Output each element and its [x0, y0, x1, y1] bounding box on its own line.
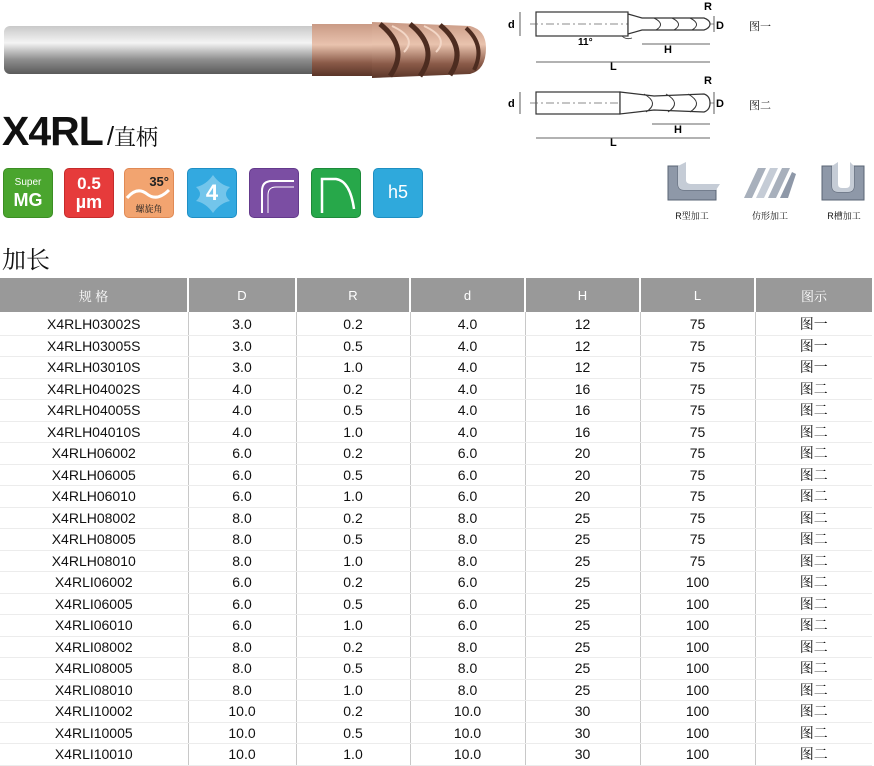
cell-spec: X4RLH03002S: [0, 312, 188, 335]
tolerance-badge: [64, 168, 114, 218]
machining-profile-label: 仿形加工: [751, 211, 788, 221]
fig2-label: 图二: [749, 100, 771, 112]
cell-figure: 图一: [755, 357, 872, 379]
header-L: L: [640, 278, 755, 312]
cell-d: 6.0: [410, 572, 525, 594]
cell-L: 75: [640, 550, 755, 572]
table-row: [0, 378, 872, 400]
cell-L: 100: [640, 572, 755, 594]
cell-figure: 图二: [755, 701, 872, 723]
cell-spec: X4RLI08002: [0, 636, 188, 658]
cell-D: 10.0: [188, 744, 296, 766]
machining-r-groove: [816, 160, 872, 222]
drawing-fig1: [504, 0, 726, 72]
cell-H: 20: [525, 443, 640, 465]
cell-figure: 图二: [755, 550, 872, 572]
table-body: [0, 312, 872, 765]
cell-D: 4.0: [188, 378, 296, 400]
cell-L: 100: [640, 615, 755, 637]
fig1-L-label: L: [610, 61, 617, 72]
drawing-fig2: [504, 74, 726, 150]
cell-D: 8.0: [188, 658, 296, 680]
cell-figure: 图二: [755, 722, 872, 744]
cell-d: 4.0: [410, 335, 525, 357]
cell-R: 0.5: [296, 593, 410, 615]
cell-H: 30: [525, 701, 640, 723]
cell-H: 20: [525, 464, 640, 486]
cell-spec: X4RLI10005: [0, 722, 188, 744]
cell-D: 4.0: [188, 400, 296, 422]
helix-angle-label: 螺旋角: [135, 204, 163, 214]
cell-D: 6.0: [188, 464, 296, 486]
table-row: [0, 722, 872, 744]
cell-H: 25: [525, 550, 640, 572]
profile-shape-icon: [312, 169, 361, 218]
cell-H: 25: [525, 679, 640, 701]
cell-spec: X4RLI10002: [0, 701, 188, 723]
cell-H: 20: [525, 486, 640, 508]
cell-spec: X4RLH06005: [0, 464, 188, 486]
cell-L: 100: [640, 593, 755, 615]
cell-D: 8.0: [188, 679, 296, 701]
cell-H: 16: [525, 421, 640, 443]
fig1-D-label: D: [716, 20, 724, 32]
table-row: [0, 443, 872, 465]
cell-H: 25: [525, 529, 640, 551]
cell-figure: 图二: [755, 572, 872, 594]
cell-R: 0.5: [296, 335, 410, 357]
cell-d: 4.0: [410, 421, 525, 443]
cell-spec: X4RLH06002: [0, 443, 188, 465]
cell-d: 6.0: [410, 486, 525, 508]
table-row: [0, 615, 872, 637]
cell-d: 10.0: [410, 744, 525, 766]
cell-spec: X4RLH06010: [0, 486, 188, 508]
shank-type: 直柄: [114, 125, 159, 150]
cell-spec: X4RLH03005S: [0, 335, 188, 357]
table-row: [0, 335, 872, 357]
cell-L: 100: [640, 636, 755, 658]
table-row: [0, 550, 872, 572]
cell-L: 75: [640, 507, 755, 529]
machining-r-type-label: R型加工: [675, 211, 709, 221]
cell-L: 75: [640, 400, 755, 422]
cell-R: 1.0: [296, 744, 410, 766]
cell-spec: X4RLH04010S: [0, 421, 188, 443]
flute-count: 4: [205, 180, 219, 205]
cell-R: 0.2: [296, 701, 410, 723]
profile-shape-badge: [311, 168, 361, 218]
cell-R: 0.5: [296, 464, 410, 486]
cell-spec: X4RLH08010: [0, 550, 188, 572]
cell-D: 8.0: [188, 529, 296, 551]
cell-figure: 图二: [755, 421, 872, 443]
cell-d: 10.0: [410, 722, 525, 744]
cell-H: 12: [525, 335, 640, 357]
cell-d: 10.0: [410, 701, 525, 723]
cell-L: 75: [640, 443, 755, 465]
cell-R: 0.2: [296, 636, 410, 658]
fig1-label: 图一: [749, 21, 771, 33]
cell-L: 75: [640, 529, 755, 551]
cell-D: 8.0: [188, 550, 296, 572]
cell-d: 8.0: [410, 507, 525, 529]
cell-H: 25: [525, 615, 640, 637]
cell-L: 100: [640, 744, 755, 766]
cell-R: 1.0: [296, 679, 410, 701]
fig2-d-label: d: [508, 98, 515, 110]
cell-H: 25: [525, 593, 640, 615]
cell-L: 75: [640, 357, 755, 379]
cell-d: 4.0: [410, 378, 525, 400]
header-spec: 规 格: [0, 278, 188, 312]
cell-spec: X4RLH04005S: [0, 400, 188, 422]
title-slash: /: [106, 121, 115, 151]
cell-figure: 图二: [755, 378, 872, 400]
cell-R: 0.2: [296, 507, 410, 529]
header-H: H: [525, 278, 640, 312]
cell-figure: 图二: [755, 636, 872, 658]
table-row: [0, 400, 872, 422]
tolerance-value: 0.5: [77, 174, 101, 193]
cell-H: 25: [525, 636, 640, 658]
corner-radius-icon: [250, 169, 299, 218]
fig1-R-label: R: [704, 1, 712, 13]
cell-L: 75: [640, 486, 755, 508]
table-row: [0, 679, 872, 701]
fig1-angle-label: 11°: [578, 37, 593, 48]
cell-spec: X4RLH03010S: [0, 357, 188, 379]
cell-spec: X4RLH04002S: [0, 378, 188, 400]
cell-d: 6.0: [410, 615, 525, 637]
machining-profile: [742, 160, 798, 222]
cell-d: 8.0: [410, 658, 525, 680]
r-type-machining-icon: [664, 160, 720, 202]
cell-R: 1.0: [296, 550, 410, 572]
cell-R: 1.0: [296, 357, 410, 379]
cell-H: 25: [525, 572, 640, 594]
cell-L: 75: [640, 335, 755, 357]
cell-figure: 图一: [755, 335, 872, 357]
table-header-row: [0, 278, 872, 312]
table-row: [0, 486, 872, 508]
cell-R: 0.2: [296, 572, 410, 594]
fig1-H-label: H: [664, 44, 672, 56]
cell-H: 16: [525, 400, 640, 422]
section-title: 加长: [2, 247, 50, 274]
cell-figure: 图二: [755, 486, 872, 508]
fig1-d-label: d: [508, 19, 515, 31]
table-row: [0, 636, 872, 658]
cell-figure: 图二: [755, 658, 872, 680]
cell-figure: 图二: [755, 464, 872, 486]
cell-d: 6.0: [410, 593, 525, 615]
cell-D: 6.0: [188, 572, 296, 594]
cell-H: 16: [525, 378, 640, 400]
helix-angle-badge: [124, 168, 174, 218]
table-row: [0, 464, 872, 486]
cell-d: 8.0: [410, 636, 525, 658]
product-title: [2, 108, 158, 160]
cell-D: 8.0: [188, 636, 296, 658]
cell-L: 75: [640, 378, 755, 400]
coating-line2: MG: [13, 190, 43, 210]
cell-spec: X4RLH08002: [0, 507, 188, 529]
cell-d: 6.0: [410, 443, 525, 465]
fig2-D-label: D: [716, 98, 724, 110]
cell-R: 1.0: [296, 486, 410, 508]
table-row: [0, 593, 872, 615]
cell-spec: X4RLH08005: [0, 529, 188, 551]
cell-L: 100: [640, 722, 755, 744]
cell-H: 12: [525, 357, 640, 379]
cell-d: 4.0: [410, 357, 525, 379]
cell-L: 100: [640, 679, 755, 701]
cell-spec: X4RLI08010: [0, 679, 188, 701]
machining-r-groove-label: R槽加工: [827, 211, 861, 221]
cell-d: 4.0: [410, 400, 525, 422]
cell-d: 4.0: [410, 312, 525, 335]
cell-D: 6.0: [188, 443, 296, 465]
cell-d: 8.0: [410, 529, 525, 551]
table-row: [0, 701, 872, 723]
shank-tolerance-label: h5: [387, 182, 409, 202]
cell-spec: X4RLI10010: [0, 744, 188, 766]
cell-d: 6.0: [410, 464, 525, 486]
end-mill-photo: [0, 8, 490, 90]
cell-d: 8.0: [410, 550, 525, 572]
cell-D: 6.0: [188, 486, 296, 508]
cell-R: 0.5: [296, 722, 410, 744]
cell-D: 10.0: [188, 701, 296, 723]
product-model: X4RL: [2, 108, 103, 154]
cell-R: 0.5: [296, 400, 410, 422]
cell-H: 12: [525, 312, 640, 335]
cell-D: 3.0: [188, 357, 296, 379]
cell-figure: 图二: [755, 593, 872, 615]
fig2-H-label: H: [674, 124, 682, 136]
cell-L: 75: [640, 464, 755, 486]
cell-L: 75: [640, 312, 755, 335]
cell-R: 0.5: [296, 529, 410, 551]
cell-D: 3.0: [188, 312, 296, 335]
header-d: d: [410, 278, 525, 312]
cell-R: 0.2: [296, 443, 410, 465]
corner-radius-badge: [249, 168, 299, 218]
cell-figure: 图二: [755, 679, 872, 701]
table-row: [0, 312, 872, 335]
cell-R: 1.0: [296, 615, 410, 637]
cell-R: 0.2: [296, 378, 410, 400]
cell-R: 0.2: [296, 312, 410, 335]
header-figure: 图示: [755, 278, 872, 312]
flute-count-badge: [187, 168, 237, 218]
table-row: [0, 421, 872, 443]
table-row: [0, 529, 872, 551]
cell-R: 0.5: [296, 658, 410, 680]
cell-D: 10.0: [188, 722, 296, 744]
fig2-R-label: R: [704, 75, 712, 87]
cell-D: 8.0: [188, 507, 296, 529]
cell-H: 30: [525, 722, 640, 744]
coating-line1: Super: [14, 177, 42, 188]
coating-badge: [3, 168, 53, 218]
table-row: [0, 357, 872, 379]
header-D: D: [188, 278, 296, 312]
cell-H: 25: [525, 658, 640, 680]
tolerance-unit: µm: [75, 192, 103, 212]
cell-R: 1.0: [296, 421, 410, 443]
cell-D: 6.0: [188, 615, 296, 637]
shank-tolerance-badge: [373, 168, 423, 218]
cell-figure: 图二: [755, 615, 872, 637]
cell-spec: X4RLI06002: [0, 572, 188, 594]
profile-machining-icon: [742, 160, 798, 202]
table-row: [0, 572, 872, 594]
cell-D: 3.0: [188, 335, 296, 357]
cell-D: 6.0: [188, 593, 296, 615]
table-row: [0, 658, 872, 680]
r-groove-machining-icon: [816, 160, 872, 202]
machining-r-type: [664, 160, 720, 222]
helix-angle-value: 35°: [149, 174, 169, 189]
cell-H: 30: [525, 744, 640, 766]
cell-L: 100: [640, 658, 755, 680]
cell-spec: X4RLI06005: [0, 593, 188, 615]
cell-figure: 图二: [755, 443, 872, 465]
cell-figure: 图二: [755, 529, 872, 551]
cell-spec: X4RLI06010: [0, 615, 188, 637]
cell-figure: 图一: [755, 312, 872, 335]
cell-H: 25: [525, 507, 640, 529]
header-R: R: [296, 278, 410, 312]
cell-D: 4.0: [188, 421, 296, 443]
cell-figure: 图二: [755, 507, 872, 529]
spec-table: [0, 278, 872, 766]
fig2-L-label: L: [610, 137, 617, 149]
table-row: [0, 507, 872, 529]
cell-figure: 图二: [755, 744, 872, 766]
cell-figure: 图二: [755, 400, 872, 422]
cell-d: 8.0: [410, 679, 525, 701]
cell-L: 100: [640, 701, 755, 723]
cell-L: 75: [640, 421, 755, 443]
cell-spec: X4RLI08005: [0, 658, 188, 680]
